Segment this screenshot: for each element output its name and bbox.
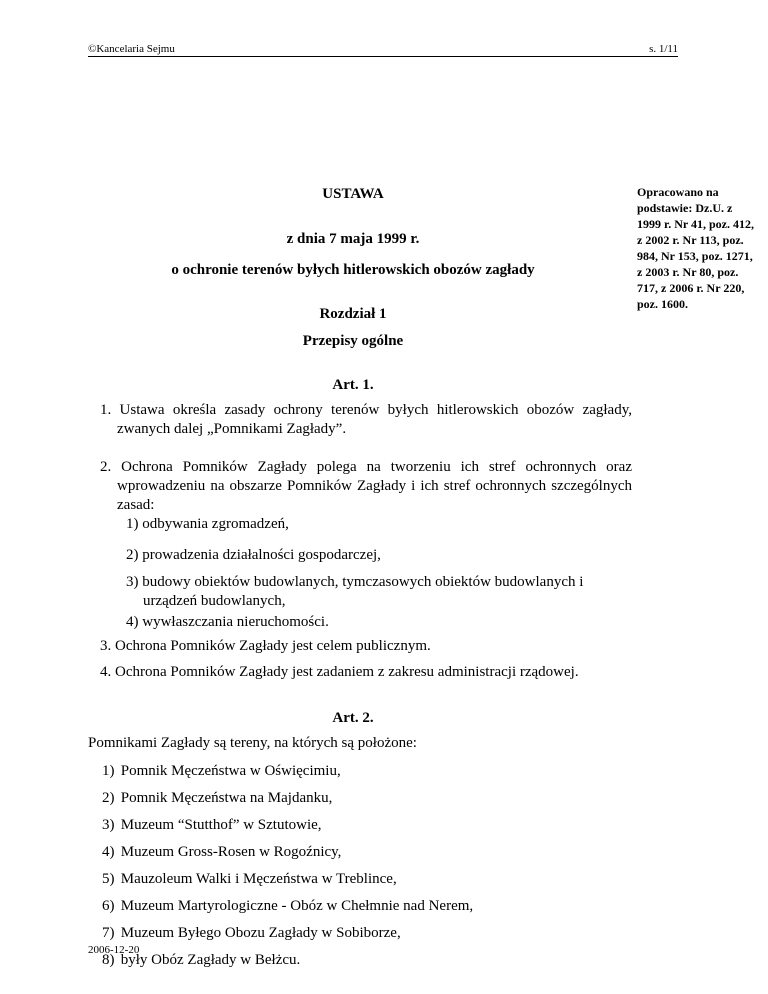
header-divider [88,56,678,57]
list-item-number: 7) [102,925,115,941]
article-1-para-2: 2. Ochrona Pomników Zagłady polega na tworzeniu ich stref ochronnych oraz wprowadzeniu na obszarze Pomników Zagłady i ich stref ochronnych szczególnych zasad: [100,459,632,513]
list-item-number: 6) [102,898,115,914]
article-1-point-3: 3) budowy obiektów budowlanych, tymczasowych obiektów budowlanych i urządzeń budowlanych, [126,574,584,609]
footer-date: 2006-12-20 [88,944,140,956]
list-item-number: 2) [102,790,115,806]
document-subject: o ochronie terenów byłych hitlerowskich obozów zagłady [171,262,535,278]
article-1-heading: Art. 1. [332,377,374,393]
list-item-number: 1) [102,763,115,779]
list-item-text: Pomnik Męczeństwa w Oświęcimiu, [120,763,341,779]
list-item-text: Mauzoleum Walki i Męczeństwa w Treblince, [120,871,397,887]
article-1-point-1: 1) odbywania zgromadzeń, [126,516,289,532]
list-item [102,924,622,943]
chapter-title: Przepisy ogólne [302,333,404,349]
list-item-text: Muzeum Martyrologiczne - Obóz w Chełmnie nad Nerem, [120,898,474,914]
article-2-intro: Pomnikami Zagłady są tereny, na których są położone: [88,735,417,751]
list-item-number: 4) [102,844,115,860]
page-number: s. 1/11 [649,43,678,55]
article-1-para-3: 3. Ochrona Pomników Zagłady jest celem publicznym. [100,638,431,654]
list-item-text: Muzeum Gross-Rosen w Rogoźnicy, [120,844,342,860]
list-item [102,762,622,781]
list-item [102,870,622,889]
chapter-number: Rozdział 1 [319,306,387,322]
article-1-point-4: 4) wywłaszczania nieruchomości. [126,614,329,630]
list-item-number: 3) [102,817,115,833]
article-1-para-4: 4. Ochrona Pomników Zagłady jest zadaniem z zakresu administracji rządowej. [100,664,579,680]
list-item [102,897,622,916]
list-item-text: Muzeum Byłego Obozu Zagłady w Sobiborze, [120,925,401,941]
document-type: USTAWA [322,186,384,202]
header-source: ©Kancelaria Sejmu [88,43,175,55]
article-1-point-2: 2) prowadzenia działalności gospodarczej, [126,547,381,563]
source-note: Opracowano na podstawie: Dz.U. z 1999 r. Nr 41, poz. 412, z 2002 r. Nr 113, poz. 984, Nr 153, poz. 1271, z 2003 r. Nr 80, poz. 717, z 2006 r. Nr 220, poz. 1600. [637,185,754,311]
article-2-heading: Art. 2. [332,710,374,726]
list-item [102,789,622,808]
list-item [102,843,622,862]
list-item [102,951,622,970]
list-item [102,816,622,835]
list-item-text: Muzeum “Stutthof” w Sztutowie, [120,817,322,833]
list-item-number: 5) [102,871,115,887]
list-item-text: Pomnik Męczeństwa na Majdanku, [120,790,333,806]
article-1-para-1: 1. Ustawa określa zasady ochrony terenów byłych hitlerowskich obozów zagłady, zwanych dalej „Pomnikami Zagłady”. [100,402,632,437]
list-item-number: 8) [102,952,115,968]
document-date: z dnia 7 maja 1999 r. [286,231,420,247]
list-item-text: były Obóz Zagłady w Bełżcu. [120,952,301,968]
